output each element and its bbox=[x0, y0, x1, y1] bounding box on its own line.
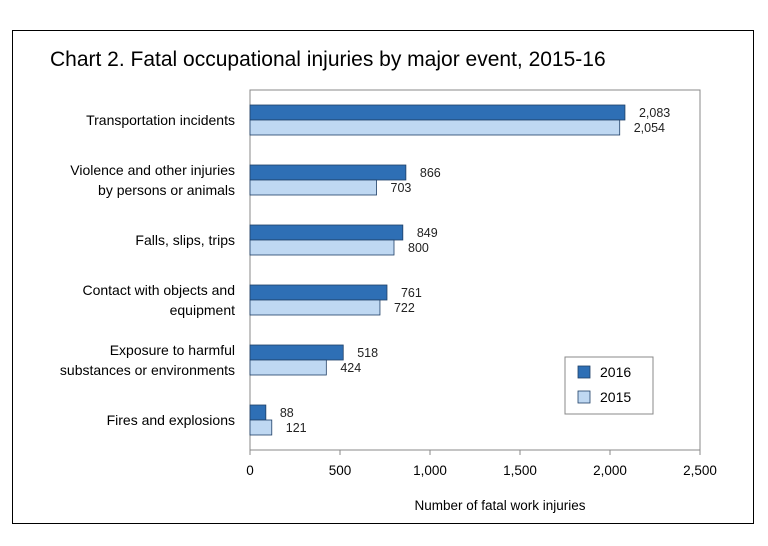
category-label-2 bbox=[135, 232, 235, 248]
data-label-2016-1: 866 bbox=[419, 166, 441, 180]
data-label-2016-3: 761 bbox=[400, 286, 422, 300]
legend-swatch-2015 bbox=[578, 391, 590, 403]
bar-2016-2 bbox=[250, 225, 403, 240]
bar-2015-4 bbox=[250, 360, 326, 375]
data-label-2015-0: 2,054 bbox=[633, 121, 666, 135]
category-label-line: Contact with objects and bbox=[82, 282, 235, 298]
category-label-line: Transportation incidents bbox=[86, 112, 235, 128]
bar-2016-0 bbox=[250, 105, 625, 120]
legend-label-2015: 2015 bbox=[600, 389, 632, 405]
bar-2015-5 bbox=[250, 420, 272, 435]
legend-swatch-2016 bbox=[578, 366, 590, 378]
category-label-line: Falls, slips, trips bbox=[135, 232, 235, 248]
category-label-4 bbox=[60, 342, 235, 378]
x-tick-label: 2,000 bbox=[593, 463, 627, 478]
category-label-1 bbox=[70, 162, 235, 198]
category-label-line: Exposure to harmful bbox=[109, 342, 235, 358]
category-label-line: substances or environments bbox=[59, 362, 235, 378]
chart-title: Chart 2. Fatal occupational injuries by major event, 2015-16 bbox=[50, 48, 606, 71]
category-label-3 bbox=[82, 282, 235, 318]
bar-2016-5 bbox=[250, 405, 266, 420]
legend-label-2016: 2016 bbox=[600, 364, 632, 380]
bar-2016-3 bbox=[250, 285, 387, 300]
data-label-2016-5: 88 bbox=[279, 406, 294, 420]
category-label-0 bbox=[86, 112, 235, 128]
category-label-line: Violence and other injuries bbox=[70, 162, 235, 178]
x-tick-label: 0 bbox=[246, 463, 254, 478]
category-label-line: equipment bbox=[169, 302, 235, 318]
data-label-2015-2: 800 bbox=[408, 241, 429, 255]
bar-2015-2 bbox=[250, 240, 394, 255]
x-tick-label: 1,000 bbox=[413, 463, 447, 478]
bar-2015-0 bbox=[250, 120, 620, 135]
legend bbox=[565, 357, 653, 414]
data-label-2015-1: 703 bbox=[390, 181, 412, 195]
x-tick-label: 500 bbox=[328, 463, 352, 478]
data-label-2016-2: 849 bbox=[416, 226, 438, 240]
bar-2016-1 bbox=[250, 165, 406, 180]
bar-2016-4 bbox=[250, 345, 343, 360]
bar-2015-1 bbox=[250, 180, 377, 195]
data-label-2015-4: 424 bbox=[340, 361, 362, 375]
x-tick-label: 1,500 bbox=[503, 463, 537, 478]
x-axis-label: Number of fatal work injuries bbox=[414, 498, 586, 513]
data-label-2015-5: 121 bbox=[285, 421, 307, 435]
data-label-2016-4: 518 bbox=[357, 346, 379, 360]
data-label-2015-3: 722 bbox=[393, 301, 415, 315]
category-label-5 bbox=[107, 412, 235, 428]
data-label-2016-0: 2,083 bbox=[638, 106, 671, 120]
x-tick-label: 2,500 bbox=[683, 463, 717, 478]
bar-2015-3 bbox=[250, 300, 380, 315]
category-label-line: by persons or animals bbox=[98, 182, 235, 198]
category-label-line: Fires and explosions bbox=[106, 412, 235, 428]
